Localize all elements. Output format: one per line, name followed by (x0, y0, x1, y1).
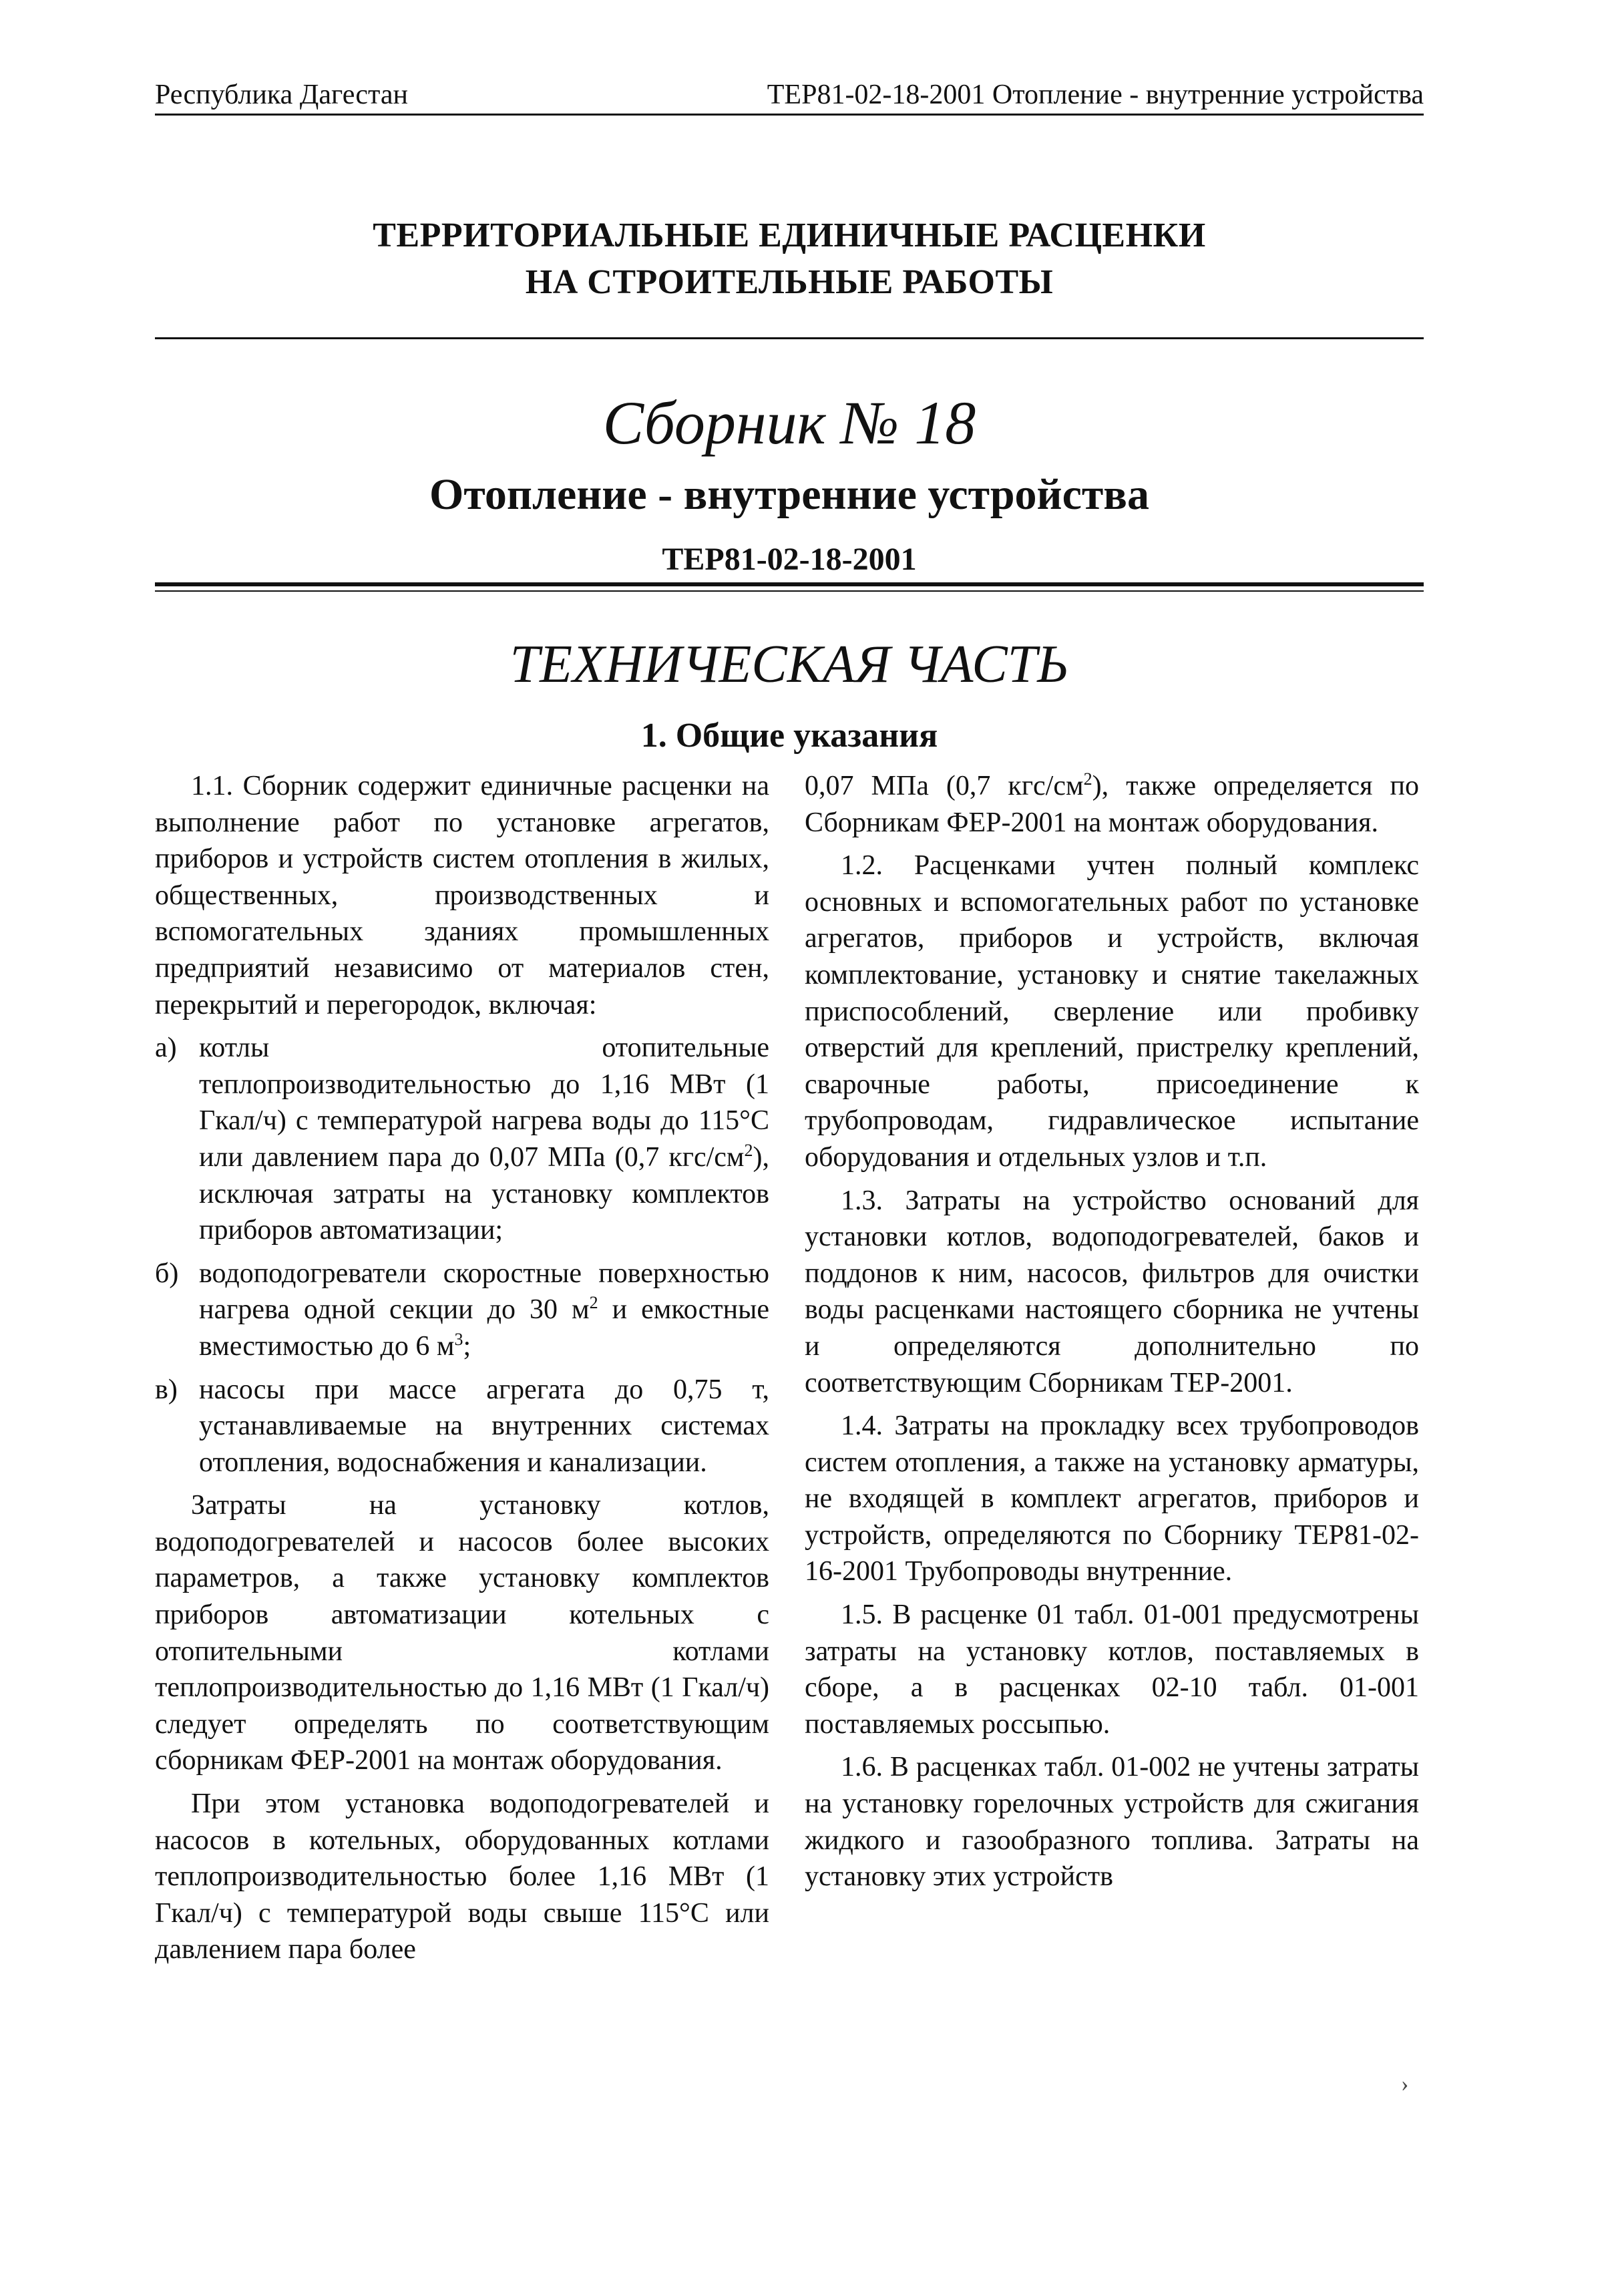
paragraph-1-2: 1.2. Расценками учтен полный комплекс основных и вспомогательных работ по установке агрегатов, приборов и устройств, включая комплектование, установку и снятие такелажных приспособлений, сверление или пробивку отверстий для креплений, пристрелку креплений, сварочные работы, присоединение к трубопроводам, гидравлическое испытание оборудования и отдельных узлов и т.п. (805, 850, 1419, 1173)
collection-code: ТЕР81-02-18-2001 (662, 542, 917, 577)
main-title-line1: ТЕРРИТОРИАЛЬНЫЕ ЕДИНИЧНЫЕ РАСЦЕНКИ (373, 216, 1206, 254)
list-text-a (199, 1030, 769, 1249)
main-title-line2: НА СТРОИТЕЛЬНЫЕ РАБОТЫ (525, 263, 1054, 301)
header-document-code: ТЕР81-02-18-2001 Отопление - внутренние устройства (767, 79, 1424, 110)
list-item-b (155, 1256, 769, 1365)
part-title: ТЕХНИЧЕСКАЯ ЧАСТЬ (510, 635, 1069, 694)
paragraph-costs: Затраты на установку котлов, водоподогревателей и насосов более высоких параметров, а также установку комплектов приборов автоматизации котельных с отопительными котлами теплопроизводительностью до 1,16 МВт (1 Гкал/ч) следует определять по соответствующим сборникам ФЕР-2001 на монтаж оборудования. (155, 1490, 769, 1776)
paragraph-1-3: 1.3. Затраты на устройство оснований для установки котлов, водоподогревателей, баков и поддонов к ним, насосов, фильтров для очистки воды расценками настоящего сборника не учтены и определяются дополнительно по соответствующим Сборникам ТЕР-2001. (805, 1185, 1419, 1398)
list-text-b-part2: и емкостные вместимостью до 6 м (199, 1294, 769, 1362)
paragraph-1-5: 1.5. В расценке 01 табл. 01-001 предусмотрены затраты на установку котлов, поставляемых в сборе, а в расценках 02-10 табл. 01-001 поставляемых россыпью. (805, 1599, 1419, 1740)
right-column (805, 768, 1419, 1902)
list-item-c (155, 1372, 769, 1481)
list-marker-b: б) (155, 1258, 179, 1289)
superscript: 2 (589, 1293, 598, 1313)
superscript: 2 (744, 1140, 753, 1160)
list-marker-a: а) (155, 1032, 177, 1064)
divider-top (155, 337, 1424, 339)
paragraph-1-1: 1.1. Сборник содержит единичные расценки на выполнение работ по установке агрегатов, приборов и устройств систем отопления в жилых, общественных, производственных и вспомогательных зданиях промышленных предприятий независимо от материалов стен, перекрытий и перегородок, включая: (155, 771, 769, 1020)
superscript: 3 (454, 1329, 463, 1349)
list-item-a (155, 1030, 769, 1249)
left-column (155, 768, 769, 1975)
running-header (155, 79, 1424, 116)
list-text-c: насосы при массе агрегата до 0,75 т, устанавливаемые на внутренних системах отопления, водоснабжения и канализации. (199, 1374, 769, 1478)
paragraph-1-6: 1.6. В расценках табл. 01-002 не учтены затраты на установку горелочных устройств для сжигания жидкого и газообразного топлива. Затраты на установку этих устройств (805, 1752, 1419, 1893)
collection-number: Сборник № 18 (602, 389, 976, 457)
list-text-b-part3: ; (463, 1330, 471, 1362)
list-text-b (199, 1256, 769, 1365)
collection-name: Отопление - внутренние устройства (429, 470, 1149, 519)
scan-speck-mark: › (1401, 2072, 1409, 2096)
list-text-a-part2: ), исключая затраты на установку комплектов приборов автоматизации; (199, 1141, 769, 1246)
divider-thin (155, 590, 1424, 592)
list-text-b-part1: водоподогреватели скоростные поверхностью нагрева одной секции до 30 м (199, 1258, 769, 1326)
superscript: 2 (1083, 769, 1092, 789)
main-title (155, 212, 1424, 306)
paragraph-install: При этом установка водоподогревателей и насосов в котельных, оборудованных котлами теплопроизводительностью более 1,16 МВт (1 Гкал/ч) с температурой воды свыше 115°С или давлением пара более (155, 1788, 769, 1965)
list-text-a-part1: котлы отопительные теплопроизводительностью до 1,16 МВт (1 Гкал/ч) с температурой нагрева воды до 115°С или давлением пара до 0,07 МПа (0,7 кгс/см (199, 1032, 769, 1173)
continuation-part2: ), также определяется по Сборникам ФЕР-2001 на монтаж оборудования. (805, 771, 1419, 838)
paragraph-1-4: 1.4. Затраты на прокладку всех трубопроводов систем отопления, а также на установку арматуры, не входящей в комплект агрегатов, приборов и устройств, определяются по Сборнику ТЕР81-02-16-2001 Трубопроводы внутренние. (805, 1410, 1419, 1587)
header-region: Республика Дагестан (155, 79, 409, 110)
paragraph-continuation (805, 768, 1419, 841)
list-marker-c: в) (155, 1374, 178, 1405)
divider-thick (155, 582, 1424, 586)
continuation-part1: 0,07 МПа (0,7 кгс/см (805, 771, 1084, 801)
section-title: 1. Общие указания (640, 717, 938, 755)
